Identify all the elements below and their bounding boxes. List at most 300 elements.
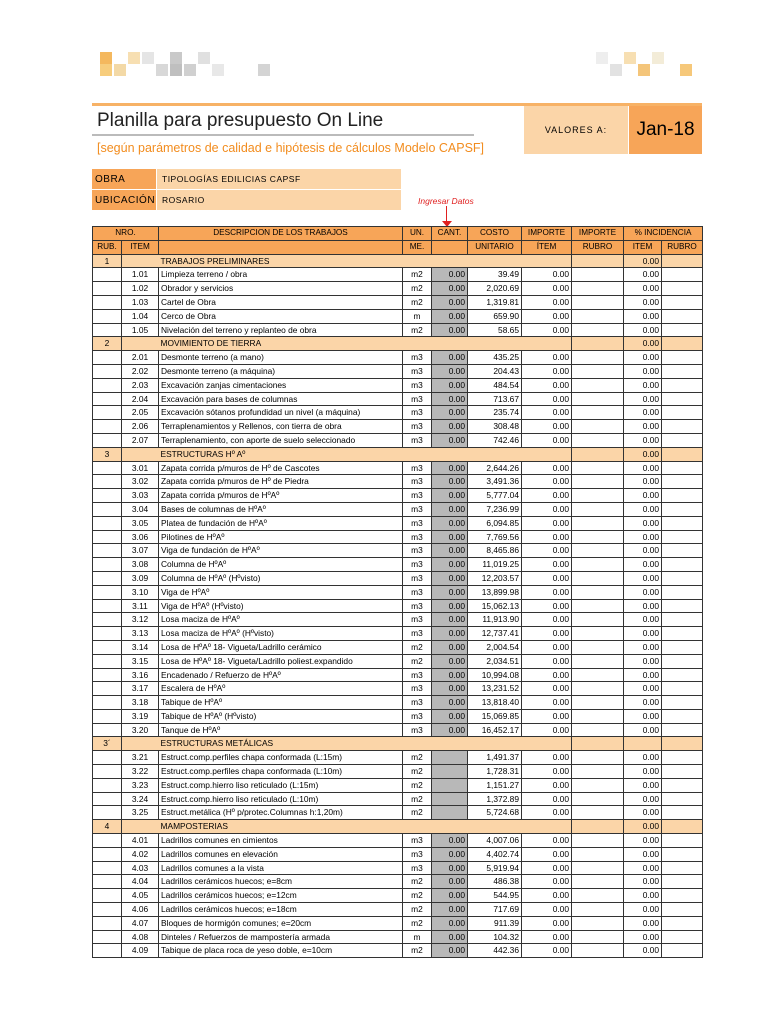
page-subtitle: [según parámetros de calidad e hipótesis de cálculos Modelo CAPSF] (97, 141, 485, 155)
item-unit: m3 (403, 627, 432, 641)
item-importe: 0.00 (522, 916, 572, 930)
item-description: Columna de HºAº (159, 558, 403, 572)
item-quantity-input[interactable]: 0.00 (432, 640, 468, 654)
item-unit-cost: 5,777.04 (468, 489, 522, 503)
item-incidencia-rubro (662, 778, 703, 792)
item-unit-cost: 4,007.06 (468, 834, 522, 848)
item-unit: m3 (403, 461, 432, 475)
item-code: 1.04 (122, 309, 159, 323)
item-unit: m3 (403, 861, 432, 875)
item-quantity-input[interactable]: 0.00 (432, 599, 468, 613)
item-incidencia: 0.00 (624, 889, 662, 903)
section-title: MOVIMIENTO DE TIERRA (159, 337, 572, 351)
rub-cell (93, 834, 122, 848)
section-importe-item-blank (572, 820, 624, 834)
rub-cell (93, 530, 122, 544)
item-incidencia-rubro (662, 889, 703, 903)
item-importe: 0.00 (522, 875, 572, 889)
item-description: Bloques de hormigón comunes; e=20cm (159, 916, 403, 930)
item-code: 3.22 (122, 765, 159, 779)
item-incidencia: 0.00 (624, 309, 662, 323)
item-incidencia-rubro (662, 682, 703, 696)
item-unit: m3 (403, 585, 432, 599)
item-quantity-input[interactable]: 0.00 (432, 682, 468, 696)
item-importe: 0.00 (522, 847, 572, 861)
table-row (93, 433, 703, 447)
item-quantity-input[interactable] (432, 765, 468, 779)
item-quantity-input[interactable]: 0.00 (432, 364, 468, 378)
item-quantity-input[interactable]: 0.00 (432, 944, 468, 958)
table-row (93, 530, 703, 544)
item-unit-cost: 11,019.25 (468, 558, 522, 572)
item-unit-cost: 2,004.54 (468, 640, 522, 654)
item-incidencia-rubro (662, 875, 703, 889)
item-importe: 0.00 (522, 806, 572, 820)
section-importe-rubro: 0.00 (624, 254, 662, 268)
item-incidencia: 0.00 (624, 406, 662, 420)
item-quantity-input[interactable]: 0.00 (432, 406, 468, 420)
item-importe: 0.00 (522, 903, 572, 917)
item-quantity-input[interactable]: 0.00 (432, 392, 468, 406)
section-row (93, 337, 703, 351)
item-quantity-input[interactable]: 0.00 (432, 502, 468, 516)
item-incidencia-rubro (662, 751, 703, 765)
item-incidencia: 0.00 (624, 351, 662, 365)
table-row (93, 378, 703, 392)
rub-cell (93, 268, 122, 282)
item-importe-rubro (572, 668, 624, 682)
section-rub: 2 (93, 337, 122, 351)
item-importe-rubro (572, 875, 624, 889)
item-code: 3.08 (122, 558, 159, 572)
item-unit: m2 (403, 889, 432, 903)
item-incidencia-rubro (662, 489, 703, 503)
item-quantity-input[interactable]: 0.00 (432, 489, 468, 503)
item-quantity-input[interactable]: 0.00 (432, 696, 468, 710)
item-importe-rubro (572, 613, 624, 627)
item-importe: 0.00 (522, 461, 572, 475)
item-unit-cost: 7,236.99 (468, 502, 522, 516)
item-importe: 0.00 (522, 323, 572, 337)
valores-date[interactable]: Jan-18 (629, 106, 702, 154)
item-code: 2.02 (122, 364, 159, 378)
item-quantity-input[interactable]: 0.00 (432, 282, 468, 296)
item-importe-rubro (572, 889, 624, 903)
section-inc-item-blank (662, 737, 703, 751)
item-incidencia: 0.00 (624, 930, 662, 944)
item-unit-cost: 3,491.36 (468, 475, 522, 489)
item-incidencia: 0.00 (624, 723, 662, 737)
item-importe-rubro (572, 420, 624, 434)
item-code: 4.05 (122, 889, 159, 903)
item-code: 2.05 (122, 406, 159, 420)
item-quantity-input[interactable]: 0.00 (432, 433, 468, 447)
item-code: 3.04 (122, 502, 159, 516)
item-unit: m3 (403, 599, 432, 613)
item-unit-cost: 2,020.69 (468, 282, 522, 296)
item-importe-rubro (572, 709, 624, 723)
table-row (93, 916, 703, 930)
header-mosaic-logo (90, 48, 700, 88)
item-unit: m3 (403, 668, 432, 682)
item-incidencia-rubro (662, 668, 703, 682)
item-unit-cost: 484.54 (468, 378, 522, 392)
item-description: Ladrillos cerámicos huecos; e=12cm (159, 889, 403, 903)
item-unit: m3 (403, 696, 432, 710)
item-quantity-input[interactable]: 0.00 (432, 875, 468, 889)
item-description: Ladrillos comunes en cimientos (159, 834, 403, 848)
item-quantity-input[interactable]: 0.00 (432, 516, 468, 530)
table-row (93, 930, 703, 944)
table-row (93, 875, 703, 889)
section-inc-item-blank (662, 254, 703, 268)
item-unit-cost: 486.38 (468, 875, 522, 889)
item-incidencia: 0.00 (624, 916, 662, 930)
rub-cell (93, 640, 122, 654)
table-row (93, 861, 703, 875)
item-unit-cost: 659.90 (468, 309, 522, 323)
table-row (93, 295, 703, 309)
item-incidencia-rubro (662, 309, 703, 323)
item-code: 4.02 (122, 847, 159, 861)
rub-cell (93, 392, 122, 406)
table-row (93, 323, 703, 337)
item-incidencia-rubro (662, 834, 703, 848)
table-row (93, 571, 703, 585)
item-incidencia-rubro (662, 599, 703, 613)
item-incidencia-rubro (662, 406, 703, 420)
ubicacion-label: UBICACIÓN (92, 190, 156, 210)
item-incidencia-rubro (662, 461, 703, 475)
item-importe-rubro (572, 461, 624, 475)
table-row (93, 751, 703, 765)
item-importe-rubro (572, 406, 624, 420)
item-code: 3.16 (122, 668, 159, 682)
item-unit: m2 (403, 916, 432, 930)
item-quantity-input[interactable]: 0.00 (432, 861, 468, 875)
item-quantity-input[interactable]: 0.00 (432, 654, 468, 668)
item-importe-rubro (572, 778, 624, 792)
item-unit: m3 (403, 613, 432, 627)
item-code: 3.10 (122, 585, 159, 599)
item-unit: m2 (403, 875, 432, 889)
section-rub: 3 (93, 447, 122, 461)
item-quantity-input[interactable]: 0.00 (432, 723, 468, 737)
item-unit: m3 (403, 475, 432, 489)
item-unit: m2 (403, 751, 432, 765)
item-unit: m2 (403, 268, 432, 282)
item-incidencia: 0.00 (624, 613, 662, 627)
item-importe: 0.00 (522, 309, 572, 323)
item-unit-cost: 1,319.81 (468, 295, 522, 309)
item-incidencia-rubro (662, 696, 703, 710)
item-description: Ladrillos comunes en elevación (159, 847, 403, 861)
item-quantity-input[interactable]: 0.00 (432, 930, 468, 944)
item-description: Viga de HºAº (159, 585, 403, 599)
item-unit: m2 (403, 323, 432, 337)
col-rubro-sub-header: RUBRO (572, 240, 624, 254)
rub-cell (93, 544, 122, 558)
rub-cell (93, 351, 122, 365)
item-unit: m3 (403, 558, 432, 572)
item-importe: 0.00 (522, 295, 572, 309)
item-incidencia: 0.00 (624, 378, 662, 392)
item-description: Estruct.comp.perfiles chapa conformada (L:10m) (159, 765, 403, 779)
item-code: 4.03 (122, 861, 159, 875)
item-code: 3.13 (122, 627, 159, 641)
item-quantity-input[interactable] (432, 751, 468, 765)
item-importe: 0.00 (522, 268, 572, 282)
item-importe-rubro (572, 930, 624, 944)
item-incidencia-rubro (662, 364, 703, 378)
item-importe-rubro (572, 530, 624, 544)
section-importe-item-blank (572, 337, 624, 351)
item-unit-cost: 16,452.17 (468, 723, 522, 737)
rub-cell (93, 792, 122, 806)
item-incidencia: 0.00 (624, 861, 662, 875)
item-importe: 0.00 (522, 571, 572, 585)
item-incidencia: 0.00 (624, 944, 662, 958)
item-quantity-input[interactable]: 0.00 (432, 461, 468, 475)
item-incidencia: 0.00 (624, 282, 662, 296)
item-incidencia-rubro (662, 944, 703, 958)
item-unit-cost: 713.67 (468, 392, 522, 406)
item-unit: m3 (403, 723, 432, 737)
item-unit-cost: 15,062.13 (468, 599, 522, 613)
item-code: 2.03 (122, 378, 159, 392)
table-row (93, 502, 703, 516)
item-importe: 0.00 (522, 627, 572, 641)
section-row (93, 447, 703, 461)
item-quantity-input[interactable]: 0.00 (432, 530, 468, 544)
item-description: Encadenado / Refuerzo de HºAº (159, 668, 403, 682)
item-quantity-input[interactable]: 0.00 (432, 558, 468, 572)
item-quantity-input[interactable] (432, 792, 468, 806)
item-importe: 0.00 (522, 530, 572, 544)
item-quantity-input[interactable]: 0.00 (432, 613, 468, 627)
item-unit: m3 (403, 682, 432, 696)
item-unit-cost: 2,644.26 (468, 461, 522, 475)
item-description: Obrador y servicios (159, 282, 403, 296)
table-row (93, 489, 703, 503)
item-incidencia-rubro (662, 544, 703, 558)
item-importe: 0.00 (522, 682, 572, 696)
rub-cell (93, 475, 122, 489)
section-importe-rubro: 0.00 (624, 820, 662, 834)
item-importe: 0.00 (522, 723, 572, 737)
item-incidencia-rubro (662, 268, 703, 282)
rub-cell (93, 723, 122, 737)
item-importe-rubro (572, 723, 624, 737)
rub-cell (93, 930, 122, 944)
item-description: Cerco de Obra (159, 309, 403, 323)
item-unit: m (403, 930, 432, 944)
item-importe: 0.00 (522, 944, 572, 958)
item-description: Nivelación del terreno y replanteo de obra (159, 323, 403, 337)
item-importe-rubro (572, 944, 624, 958)
valores-label: VALORES A: (524, 106, 628, 154)
item-incidencia-rubro (662, 654, 703, 668)
item-incidencia-rubro (662, 585, 703, 599)
rub-cell (93, 420, 122, 434)
item-quantity-input[interactable]: 0.00 (432, 627, 468, 641)
page-title: Planilla para presupuesto On Line (97, 110, 384, 131)
item-quantity-input[interactable]: 0.00 (432, 668, 468, 682)
item-importe-rubro (572, 765, 624, 779)
item-unit-cost: 13,899.98 (468, 585, 522, 599)
obra-field[interactable]: TIPOLOGÍAS EDILICIAS CAPSF (157, 169, 401, 189)
item-incidencia: 0.00 (624, 903, 662, 917)
rub-cell (93, 709, 122, 723)
item-incidencia: 0.00 (624, 751, 662, 765)
item-quantity-input[interactable]: 0.00 (432, 916, 468, 930)
item-importe: 0.00 (522, 351, 572, 365)
item-importe-rubro (572, 489, 624, 503)
item-importe: 0.00 (522, 792, 572, 806)
item-incidencia: 0.00 (624, 433, 662, 447)
col-item-header: ITEM (122, 240, 159, 254)
table-row (93, 723, 703, 737)
item-unit: m3 (403, 392, 432, 406)
item-quantity-input[interactable]: 0.00 (432, 475, 468, 489)
table-row (93, 268, 703, 282)
item-quantity-input[interactable]: 0.00 (432, 295, 468, 309)
table-row (93, 668, 703, 682)
item-quantity-input[interactable]: 0.00 (432, 834, 468, 848)
item-importe: 0.00 (522, 433, 572, 447)
item-unit-cost: 11,913.90 (468, 613, 522, 627)
item-code: 3.09 (122, 571, 159, 585)
item-code: 3.20 (122, 723, 159, 737)
item-incidencia-rubro (662, 378, 703, 392)
section-row (93, 254, 703, 268)
item-quantity-input[interactable]: 0.00 (432, 378, 468, 392)
section-importe-item-blank (572, 254, 624, 268)
table-row (93, 282, 703, 296)
rub-cell (93, 585, 122, 599)
section-row (93, 820, 703, 834)
col-inc-rubro-header: RUBRO (662, 240, 703, 254)
item-importe: 0.00 (522, 475, 572, 489)
rub-cell (93, 875, 122, 889)
rub-cell (93, 378, 122, 392)
ubicacion-field[interactable]: ROSARIO (157, 190, 401, 210)
rub-cell (93, 489, 122, 503)
section-title: ESTRUCTURAS Hº Aº (159, 447, 572, 461)
section-item-blank (122, 337, 159, 351)
table-row (93, 461, 703, 475)
item-incidencia-rubro (662, 627, 703, 641)
item-importe-rubro (572, 847, 624, 861)
item-unit: m3 (403, 433, 432, 447)
item-code: 3.11 (122, 599, 159, 613)
table-row (93, 709, 703, 723)
section-title: MAMPOSTERIAS (159, 820, 572, 834)
item-quantity-input[interactable]: 0.00 (432, 903, 468, 917)
rub-cell (93, 861, 122, 875)
item-description: Terraplenamiento, con aporte de suelo seleccionado (159, 433, 403, 447)
item-quantity-input[interactable] (432, 806, 468, 820)
table-row (93, 889, 703, 903)
item-quantity-input[interactable] (432, 778, 468, 792)
item-quantity-input[interactable]: 0.00 (432, 544, 468, 558)
item-incidencia-rubro (662, 806, 703, 820)
item-quantity-input[interactable]: 0.00 (432, 585, 468, 599)
item-quantity-input[interactable]: 0.00 (432, 420, 468, 434)
item-code: 2.07 (122, 433, 159, 447)
item-quantity-input[interactable]: 0.00 (432, 889, 468, 903)
item-importe-rubro (572, 475, 624, 489)
item-quantity-input[interactable]: 0.00 (432, 709, 468, 723)
item-importe-rubro (572, 834, 624, 848)
item-unit-cost: 6,094.85 (468, 516, 522, 530)
table-row (93, 351, 703, 365)
item-importe-rubro (572, 392, 624, 406)
item-unit-cost: 104.32 (468, 930, 522, 944)
item-importe-rubro (572, 599, 624, 613)
section-item-blank (122, 737, 159, 751)
item-code: 3.19 (122, 709, 159, 723)
item-quantity-input[interactable]: 0.00 (432, 571, 468, 585)
item-code: 3.17 (122, 682, 159, 696)
table-row (93, 544, 703, 558)
item-quantity-input[interactable]: 0.00 (432, 323, 468, 337)
item-description: Pilotines de HºAº (159, 530, 403, 544)
table-row (93, 392, 703, 406)
item-importe-rubro (572, 627, 624, 641)
item-importe: 0.00 (522, 378, 572, 392)
item-incidencia: 0.00 (624, 599, 662, 613)
item-quantity-input[interactable]: 0.00 (432, 847, 468, 861)
rub-cell (93, 765, 122, 779)
item-importe-rubro (572, 654, 624, 668)
item-description: Viga de HºAº (Hºvisto) (159, 599, 403, 613)
item-quantity-input[interactable]: 0.00 (432, 351, 468, 365)
table-row (93, 475, 703, 489)
item-unit: m3 (403, 406, 432, 420)
ingresar-datos-hint: Ingresar Datos (418, 196, 474, 206)
item-code: 1.05 (122, 323, 159, 337)
item-unit: m3 (403, 544, 432, 558)
item-incidencia-rubro (662, 792, 703, 806)
item-importe-rubro (572, 323, 624, 337)
section-importe-rubro: 0.00 (624, 447, 662, 461)
item-incidencia: 0.00 (624, 668, 662, 682)
item-incidencia: 0.00 (624, 544, 662, 558)
section-item-blank (122, 254, 159, 268)
item-quantity-input[interactable]: 0.00 (432, 268, 468, 282)
item-unit: m3 (403, 834, 432, 848)
item-quantity-input[interactable]: 0.00 (432, 309, 468, 323)
item-code: 1.03 (122, 295, 159, 309)
section-title: TRABAJOS PRELIMINARES (159, 254, 572, 268)
item-unit: m2 (403, 903, 432, 917)
item-unit: m3 (403, 709, 432, 723)
col-importe-item-header: IMPORTE (522, 227, 572, 241)
item-importe: 0.00 (522, 489, 572, 503)
item-importe-rubro (572, 696, 624, 710)
item-unit-cost: 13,818.40 (468, 696, 522, 710)
item-description: Excavación para bases de columnas (159, 392, 403, 406)
item-incidencia-rubro (662, 475, 703, 489)
item-description: Escalera de HºAº (159, 682, 403, 696)
item-incidencia: 0.00 (624, 765, 662, 779)
item-incidencia: 0.00 (624, 875, 662, 889)
item-incidencia: 0.00 (624, 792, 662, 806)
item-unit-cost: 435.25 (468, 351, 522, 365)
table-row (93, 558, 703, 572)
table-row (93, 792, 703, 806)
